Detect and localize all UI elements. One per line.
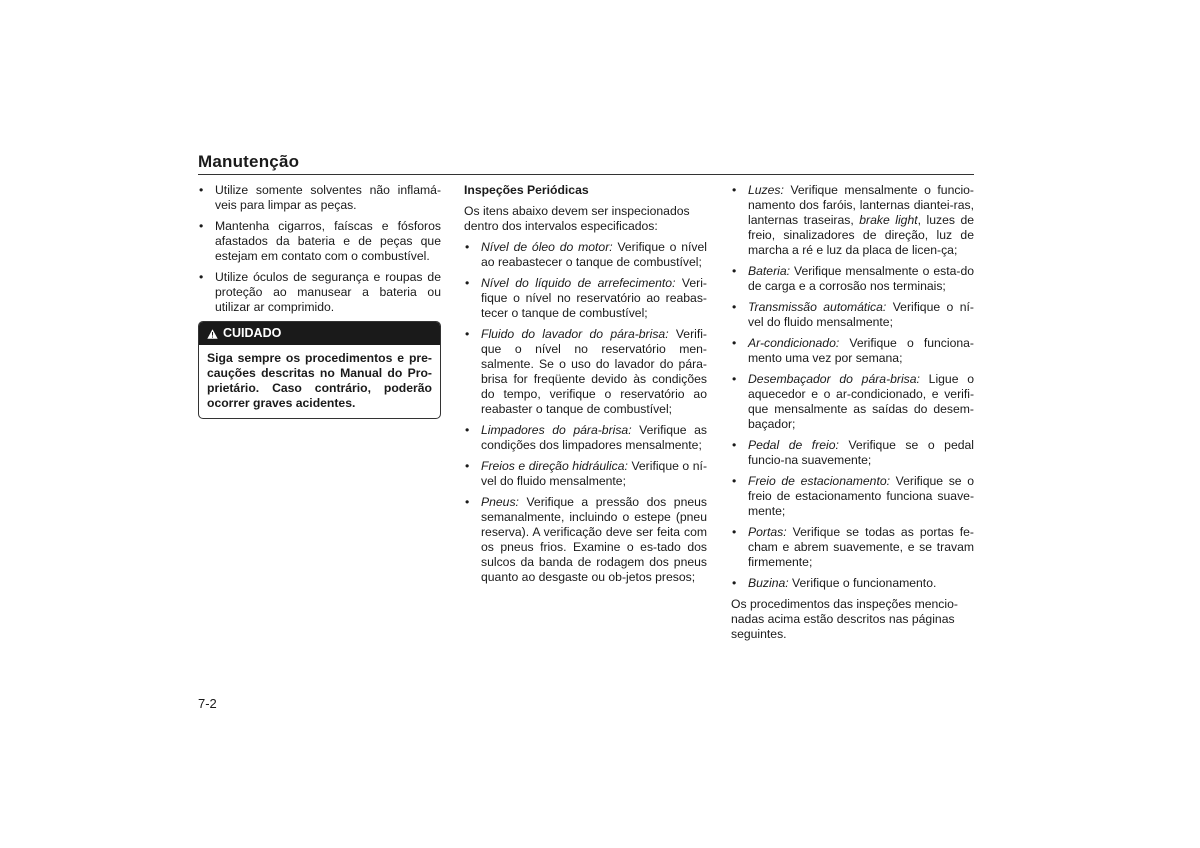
closing-paragraph: Os procedimentos das inspeções mencio-nadas acima estão descritos nas páginas seguintes. bbox=[731, 597, 958, 641]
list-item: • Pneus: Verifique a pressão dos pneus semanalmente, incluindo o estepe (pneu reserva). A verificação deve ser feita com os pneus frios. Examine o es-tado dos sulcos da banda de rodagem dos pneus quanto ao desgaste ou ob-jetos presos; bbox=[465, 495, 707, 584]
bullet-icon: • bbox=[732, 372, 737, 386]
list-item: • Luzes: Verifique mensalmente o funcio-namento dos faróis, lanternas diantei-ras, lanternas traseiras, brake light, luzes de freio, sinalizadores de direção, luz de marcha a ré e luz da placa de licen-ça; bbox=[732, 183, 975, 257]
safety-bullet-list bbox=[198, 183, 441, 315]
list-item: • Nível do líquido de arrefecimento: Veri-fique o nível no reservatório ao reabas-tecer o tanque de combustível; bbox=[465, 276, 707, 320]
caution-label: CUIDADO bbox=[223, 326, 282, 340]
list-item: • Desembaçador do pára-brisa: Ligue o aquecedor e o ar-condicionado, e verifi-que mensalmente as saídas do desem-baçador; bbox=[732, 372, 975, 431]
section-heading: Inspeções Periódicas bbox=[464, 183, 589, 197]
column-1 bbox=[198, 183, 441, 419]
caution-box bbox=[198, 321, 441, 419]
list-item: • Freio de estacionamento: Verifique se o freio de estacionamento funciona suave-mente; bbox=[732, 474, 974, 518]
list-item: • Mantenha cigarros, faíscas e fósforos afastados da bateria e de peças que estejam em contato com o combustível. bbox=[199, 219, 441, 263]
title-divider bbox=[198, 174, 974, 175]
bullet-icon: • bbox=[465, 423, 470, 437]
bullet-icon: • bbox=[199, 270, 204, 284]
list-item: • Limpadores do pára-brisa: Verifique as condições dos limpadores mensalmente; bbox=[465, 423, 707, 452]
list-item: • Fluido do lavador do pára-brisa: Verifi-que o nível no reservatório men-salmente. Se o uso do lavador do pára-brisa for freqüente devido às condições do tempo, verifique o reservatório ao reabaster o tanque de combustível; bbox=[465, 327, 707, 416]
list-item: • Nível de óleo do motor: Verifique o nível ao reabastecer o tanque de combustível; bbox=[465, 240, 707, 269]
inspection-bullet-list-continued bbox=[731, 183, 974, 591]
bullet-icon: • bbox=[732, 474, 737, 488]
list-item: • Portas: Verifique se todas as portas fe-cham e abrem suavemente, e se travam firmemente; bbox=[732, 525, 974, 569]
warning-triangle-icon bbox=[207, 329, 218, 339]
page-number: 7-2 bbox=[198, 696, 217, 711]
bullet-icon: • bbox=[465, 459, 470, 473]
bullet-icon: • bbox=[465, 276, 470, 290]
bullet-icon: • bbox=[732, 300, 737, 314]
list-item: • Bateria: Verifique mensalmente o esta-do de carga e a corrosão nos terminais; bbox=[732, 264, 974, 293]
bullet-icon: • bbox=[199, 183, 204, 197]
bullet-icon: • bbox=[465, 495, 470, 509]
list-item: • Freios e direção hidráulica: Verifique o ní-vel do fluido mensalmente; bbox=[465, 459, 708, 488]
bullet-icon: • bbox=[732, 183, 737, 197]
list-item: • Ar-condicionado: Verifique o funciona-mento uma vez por semana; bbox=[732, 336, 974, 365]
inspection-bullet-list bbox=[464, 240, 707, 585]
bullet-icon: • bbox=[732, 438, 737, 452]
column-2 bbox=[464, 183, 707, 591]
bullet-icon: • bbox=[732, 264, 737, 278]
caution-text: Siga sempre os procedimentos e pre-cauções descritas no Manual do Pro-prietário. Caso contrário, poderão ocorrer graves acidentes. bbox=[207, 351, 432, 410]
page-title: Manutenção bbox=[198, 152, 300, 171]
list-item: • Utilize somente solventes não inflamá-veis para limpar as peças. bbox=[199, 183, 441, 212]
column-3 bbox=[731, 183, 974, 648]
list-item: • Buzina: Verifique o funcionamento. bbox=[732, 576, 937, 590]
bullet-icon: • bbox=[199, 219, 204, 233]
bullet-icon: • bbox=[732, 525, 737, 539]
bullet-icon: • bbox=[465, 240, 470, 254]
list-item: • Pedal de freio: Verifique se o pedal funcio-na suavemente; bbox=[732, 438, 974, 467]
list-item: • Utilize óculos de segurança e roupas de proteção ao manusear a bateria ou utilizar ar comprimido. bbox=[199, 270, 441, 314]
bullet-icon: • bbox=[732, 576, 737, 590]
bullet-icon: • bbox=[732, 336, 737, 350]
caution-header bbox=[199, 322, 440, 345]
list-item: • Transmissão automática: Verifique o ní-vel do fluido mensalmente; bbox=[732, 300, 974, 329]
bullet-icon: • bbox=[465, 327, 470, 341]
section-intro: Os itens abaixo devem ser inspecionados dentro dos intervalos especificados: bbox=[464, 204, 690, 233]
